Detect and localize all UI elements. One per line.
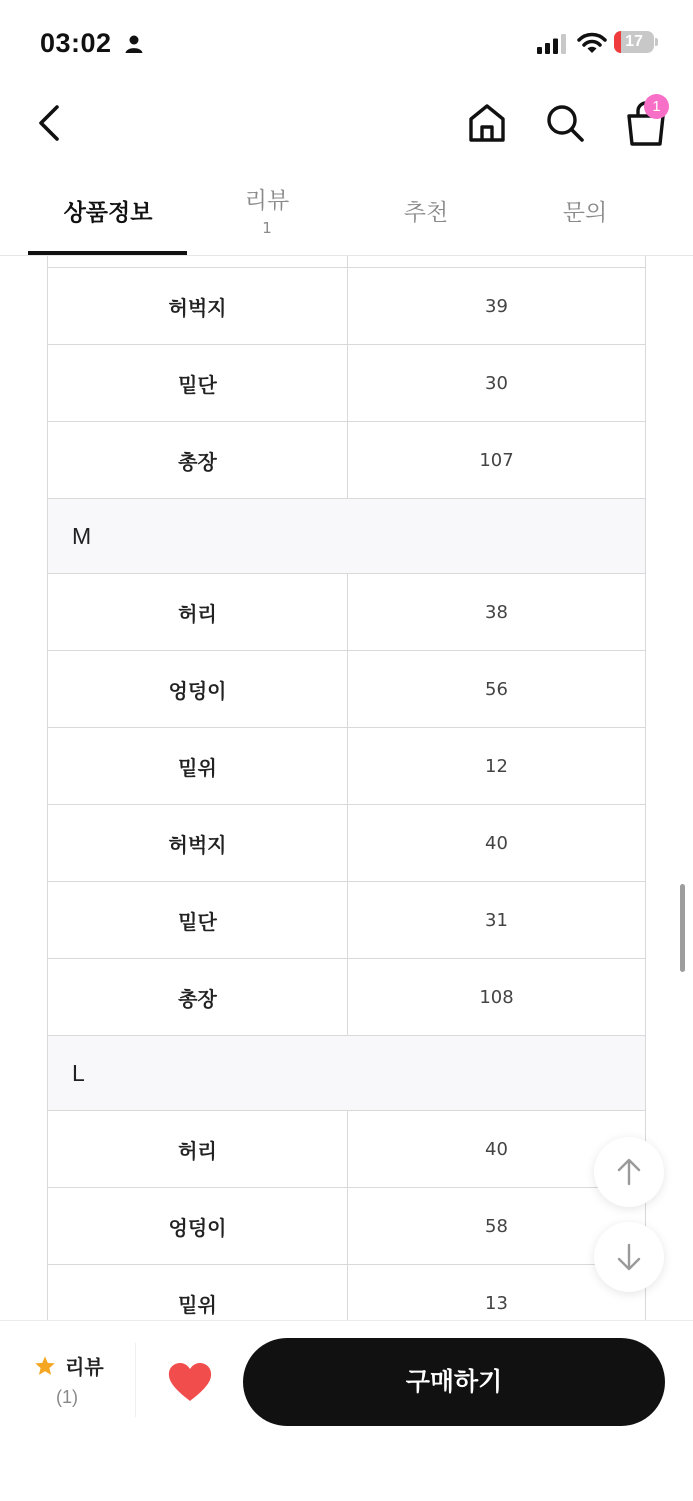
size-value: 108 — [479, 986, 514, 1008]
battery-level: 17 — [625, 33, 643, 50]
app-header — [0, 88, 693, 160]
size-label: 허벅지 — [48, 805, 348, 881]
size-group-name: L — [72, 1060, 85, 1086]
size-value: 12 — [485, 755, 508, 777]
table-row — [47, 728, 646, 805]
signal-icon — [537, 34, 567, 58]
size-value: 40 — [485, 832, 508, 854]
table-row — [47, 959, 646, 1036]
tab-review-count: 1 — [262, 219, 272, 237]
size-value: 13 — [485, 1292, 508, 1314]
size-table — [47, 256, 646, 1320]
status-bar — [0, 0, 693, 88]
buy-button[interactable]: 구매하기 — [243, 1338, 665, 1426]
size-label: 총장 — [48, 959, 348, 1035]
review-label: 리뷰 — [65, 1355, 104, 1379]
arrow-down-icon — [617, 1243, 641, 1271]
search-icon — [542, 100, 588, 146]
size-label: 엉덩이 — [48, 651, 348, 727]
tab-label: 문의 — [562, 200, 608, 226]
tab-label: 리뷰 — [244, 188, 290, 214]
review-summary-button[interactable] — [26, 1351, 110, 1415]
table-row — [47, 1188, 646, 1265]
tab-recommend[interactable] — [346, 160, 506, 255]
table-row — [47, 345, 646, 422]
tab-product-info[interactable] — [28, 160, 188, 255]
size-group-header-m — [47, 499, 646, 574]
home-button[interactable] — [464, 100, 510, 146]
size-label: 허리 — [48, 1111, 348, 1187]
size-label: 허벅지 — [48, 268, 348, 344]
table-row — [47, 651, 646, 728]
size-value: 39 — [485, 295, 508, 317]
size-value: 56 — [485, 678, 508, 700]
size-value: 38 — [485, 601, 508, 623]
heart-icon — [166, 1361, 214, 1403]
table-row — [47, 1111, 646, 1188]
person-icon — [124, 34, 144, 58]
size-label: 허리 — [48, 574, 348, 650]
divider — [135, 1343, 136, 1417]
bottom-action-bar — [0, 1320, 693, 1501]
wifi-icon — [577, 32, 607, 58]
size-label: 밑위 — [48, 728, 348, 804]
size-label: 밑단 — [48, 345, 348, 421]
scroll-indicator[interactable] — [680, 884, 685, 972]
scroll-to-bottom-button[interactable] — [594, 1222, 664, 1292]
size-label: 엉덩이 — [48, 1188, 348, 1264]
table-row — [47, 805, 646, 882]
like-button[interactable] — [166, 1361, 214, 1403]
tab-label: 추천 — [403, 200, 449, 226]
size-value: 30 — [485, 372, 508, 394]
active-tab-indicator — [28, 251, 187, 255]
size-label: 밑위 — [48, 1265, 348, 1320]
size-group-name: M — [72, 523, 92, 549]
battery-icon — [614, 31, 658, 55]
product-detail-scroll[interactable] — [0, 256, 693, 1320]
table-row — [47, 1265, 646, 1320]
arrow-up-icon — [617, 1158, 641, 1186]
size-label: 총장 — [48, 422, 348, 498]
star-icon — [34, 1355, 56, 1377]
size-value: 31 — [485, 909, 508, 931]
tab-inquiry[interactable] — [505, 160, 665, 255]
size-value: 107 — [479, 449, 514, 471]
table-row — [47, 256, 646, 268]
search-button[interactable] — [542, 100, 588, 146]
home-icon — [464, 100, 510, 146]
table-row — [47, 268, 646, 345]
back-button[interactable] — [28, 100, 72, 146]
status-time: 03:02 — [40, 28, 112, 58]
scroll-to-top-button[interactable] — [594, 1137, 664, 1207]
table-row — [47, 882, 646, 959]
product-tabs — [0, 160, 693, 256]
size-value: 58 — [485, 1215, 508, 1237]
size-label: 밑단 — [48, 882, 348, 958]
table-row — [47, 574, 646, 651]
tab-label: 상품정보 — [63, 200, 153, 226]
review-count: (1) — [56, 1387, 78, 1407]
chevron-left-icon — [28, 100, 72, 146]
cart-button[interactable] — [620, 94, 672, 148]
table-row — [47, 422, 646, 499]
size-value: 40 — [485, 1138, 508, 1160]
size-group-header-l — [47, 1036, 646, 1111]
tab-review[interactable] — [187, 160, 347, 255]
cart-count-badge: 1 — [644, 94, 669, 119]
